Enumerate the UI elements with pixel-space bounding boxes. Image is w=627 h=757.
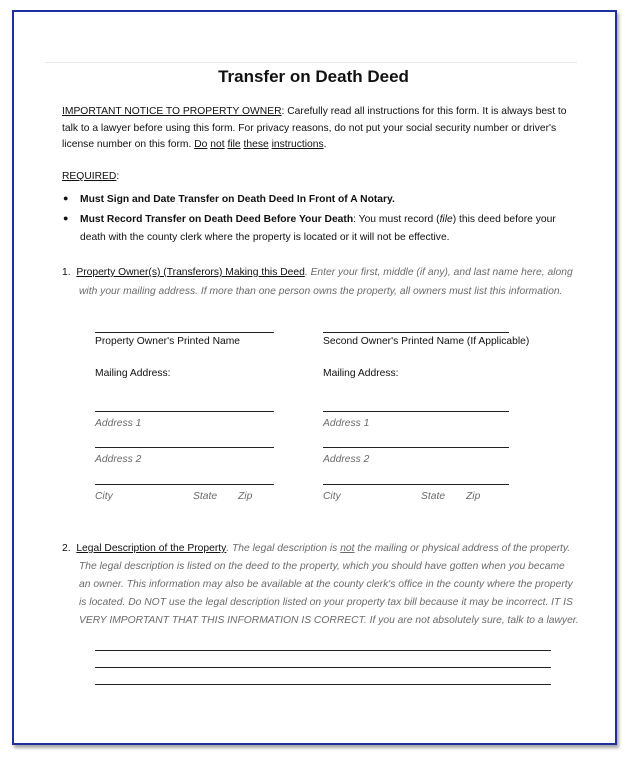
owner-2-mailing-label: Mailing Address: [323, 368, 399, 379]
owner-2-address-1-label: Address 1 [323, 418, 370, 429]
section-1-instructions-1: . Enter your first, middle (if any), and last name here, along [304, 267, 573, 278]
owner-1-zip-label: Zip [238, 491, 253, 502]
owner-2-zip-label: Zip [466, 491, 481, 502]
owner-1-state-label: State [193, 491, 218, 502]
section-2-text-1b: the mailing or physical address of the property. [354, 543, 571, 554]
section-1-number: 1. [62, 267, 71, 278]
required-bullet-2-bold: Must Record Transfer on Death Deed Before Your Death [80, 214, 354, 225]
notice-line-3 [62, 136, 327, 153]
bullet-dot-icon: ● [63, 193, 69, 203]
owner-1-name-line[interactable] [95, 332, 274, 333]
legal-description-line-2[interactable] [95, 667, 551, 668]
section-1-heading: Property Owner(s) (Transferors) Making this Deed [76, 267, 305, 278]
legal-description-line-1[interactable] [95, 650, 551, 651]
owner-1-name-label: Property Owner's Printed Name [95, 336, 241, 347]
notice-file: file [227, 139, 241, 150]
document-title: Transfer on Death Deed [218, 67, 409, 86]
owner-2-name-line[interactable] [323, 332, 509, 333]
required-bullet-2 [80, 211, 556, 228]
legal-description-line-3[interactable] [95, 684, 551, 685]
notice-not: not [210, 139, 225, 150]
section-1-line-1 [62, 264, 573, 281]
section-2-line-5: VERY IMPORTANT THAT THIS INFORMATION IS CORRECT. If you are not absolutely sure, talk to a lawyer. [79, 615, 579, 626]
owner-2-address-1-line[interactable] [323, 411, 509, 412]
section-1-instructions-2: with your mailing address. If more than one person owns the property, all owners must list this information. [79, 286, 563, 297]
notice-line-1-text: : Carefully read all instructions for this form. It is always best to [281, 106, 567, 117]
header-divider [45, 62, 577, 63]
owner-2-name-label: Second Owner's Printed Name (If Applicable) [323, 336, 530, 347]
required-bullet-2-file: file [439, 214, 453, 225]
owner-1-address-2-line[interactable] [95, 447, 274, 448]
required-heading-line [62, 168, 119, 185]
required-bullet-2-line-2: death with the county clerk where the property is located or it will not be effective. [80, 232, 450, 243]
owner-2-city-label: City [323, 491, 341, 502]
section-2-heading: Legal Description of the Property [76, 543, 227, 554]
notice-heading: IMPORTANT NOTICE TO PROPERTY OWNER [62, 106, 282, 117]
owner-1-city-label: City [95, 491, 113, 502]
section-2-line-3: an owner. This information may also be available at the county clerk's office in the county where the property [79, 579, 573, 590]
required-bullet-2-end: ) this deed before your [452, 214, 556, 225]
section-2-line-2: The legal description is listed on the deed to the property, which you should have gotten when you became [79, 561, 565, 572]
owner-1-mailing-label: Mailing Address: [95, 368, 171, 379]
notice-these: these [243, 139, 269, 150]
owner-1-address-1-label: Address 1 [95, 418, 142, 429]
section-2-line-1 [62, 540, 570, 557]
required-bullet-1: Must Sign and Date Transfer on Death Deed In Front of A Notary. [80, 194, 395, 205]
notice-instructions: instructions [271, 139, 324, 150]
required-heading: REQUIRED [62, 171, 117, 182]
notice-line-1 [62, 103, 567, 120]
section-2-not: not [340, 543, 355, 554]
owner-2-city-line[interactable] [323, 484, 509, 485]
notice-line-3-text: license number on this form. [62, 139, 195, 150]
notice-do: Do [194, 139, 208, 150]
section-2-text-1a: . The legal description is [226, 543, 341, 554]
owner-2-state-label: State [421, 491, 446, 502]
owner-2-address-2-label: Address 2 [323, 454, 370, 465]
section-2-line-4: is located. Do NOT use the legal description listed on your property tax bill because it may be incorrect. IT IS [79, 597, 573, 608]
owner-1-address-1-line[interactable] [95, 411, 274, 412]
notice-period: . [323, 139, 327, 150]
bullet-dot-icon: ● [63, 213, 69, 223]
section-2-number: 2. [62, 543, 71, 554]
required-colon: : [116, 171, 120, 182]
required-bullet-2-mid: : You must record ( [353, 214, 440, 225]
owner-1-city-line[interactable] [95, 484, 274, 485]
notice-line-2: talk to a lawyer before using this form. For privacy reasons, do not put your social security number or driver's [62, 123, 557, 134]
owner-2-address-2-line[interactable] [323, 447, 509, 448]
owner-1-address-2-label: Address 2 [95, 454, 142, 465]
